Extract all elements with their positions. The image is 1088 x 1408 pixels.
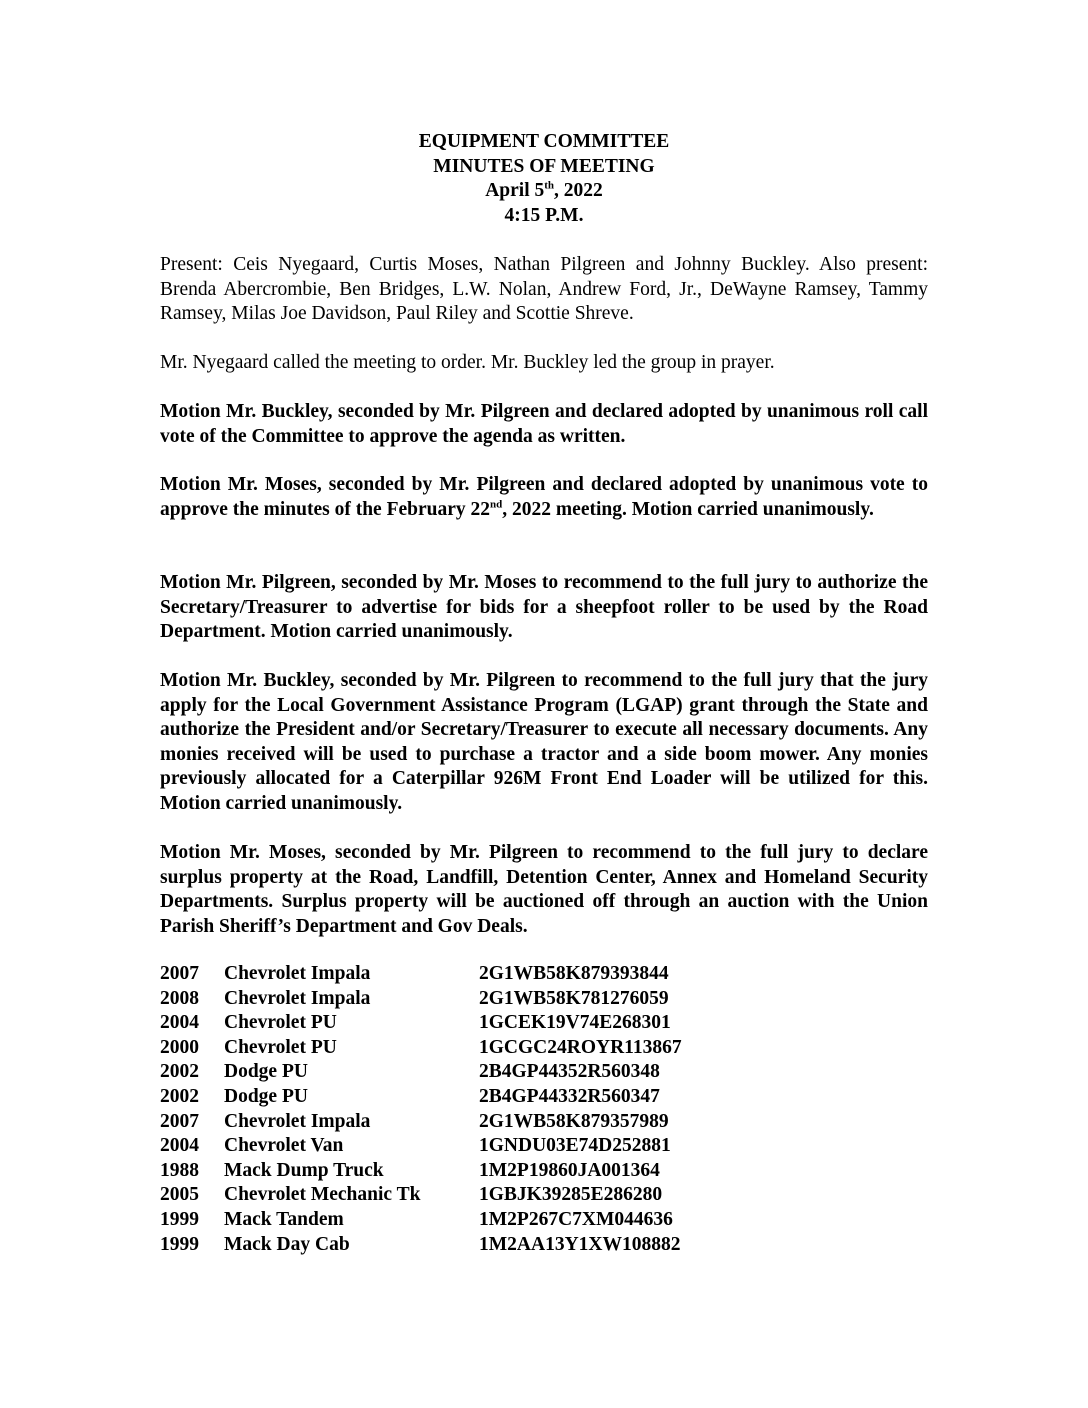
call-to-order-paragraph: Mr. Nyegaard called the meeting to order. Mr. Buckley led the group in prayer. [160,352,775,373]
meeting-date-ordinal: th [544,179,555,192]
meeting-date [160,179,928,204]
motion-sheepfoot-roller: Motion Mr. Pilgreen, seconded by Mr. Moses to recommend to the full jury to authorize the Secretary/Treasurer to advertise for bids for a sheepfoot roller to be used by the Road Department. Motion carried unanimously. [160,572,928,642]
vehicle-year: 2004 [160,1012,199,1034]
motion-approve-minutes-text: Motion Mr. Moses, seconded by Mr. Pilgreen and declared adopted by unanimous vote to approve the minutes of the February 22 [160,474,928,520]
vehicle-year: 1999 [160,1208,199,1230]
vehicle-description: Chevrolet Impala [224,987,371,1009]
vehicle-description: Mack Day Cab [224,1233,350,1255]
vehicle-row [160,962,682,987]
vehicle-year: 2002 [160,1085,199,1107]
vehicle-row [160,1036,682,1061]
surplus-vehicle-list [160,962,682,1257]
vehicle-description: Dodge PU [224,1085,308,1107]
motion-approve-agenda: Motion Mr. Buckley, seconded by Mr. Pilgreen and declared adopted by unanimous roll call vote of the Committee to approve the agenda as written. [160,401,928,447]
vehicle-description: Chevrolet PU [224,1036,337,1058]
minutes-header [160,130,928,228]
motion-lgap-grant: Motion Mr. Buckley, seconded by Mr. Pilgreen to recommend to the full jury that the jury apply for the Local Government Assistance Program (LGAP) grant through the State and authorize the President and/or Secretary/Treasurer to execute all necessary documents. Any monies received will be used to purchase a tractor and a side boom mower. Any monies previously allocated for a Caterpillar 926M Front End Loader will be utilized for this. Motion carried unanimously. [160,670,928,814]
vehicle-vin: 1GCEK19V74E268301 [479,1012,671,1034]
meeting-time: 4:15 P.M. [504,204,584,226]
surplus-vehicle-table [160,962,682,1257]
vehicle-vin: 1GBJK39285E286280 [479,1184,663,1206]
vehicle-description: Chevrolet Van [224,1135,344,1157]
vehicle-row [160,1183,682,1208]
vehicle-description: Chevrolet Mechanic Tk [224,1184,421,1206]
vehicle-year: 1988 [160,1159,199,1181]
vehicle-row [160,1208,682,1233]
vehicle-vin: 2B4GP44332R560347 [479,1085,660,1107]
vehicle-vin: 1M2P19860JA001364 [479,1159,660,1181]
motion-approve-minutes-text-end: , 2022 meeting. Motion carried unanimously. [502,498,874,520]
vehicle-row [160,1134,682,1159]
vehicle-row [160,1060,682,1085]
vehicle-vin: 2G1WB58K781276059 [479,987,669,1009]
vehicle-year: 2000 [160,1036,199,1058]
vehicle-year: 2004 [160,1135,199,1157]
motion-approve-minutes [160,473,928,522]
vehicle-row [160,987,682,1012]
meeting-date-year: , 2022 [554,180,603,201]
vehicle-year: 2005 [160,1184,199,1206]
vehicle-vin: 1GCGC24ROYR113867 [479,1036,682,1058]
vehicle-year: 2008 [160,987,199,1009]
vehicle-row [160,1085,682,1110]
vehicle-row [160,1159,682,1184]
vehicle-vin: 1M2AA13Y1XW108882 [479,1233,681,1255]
vehicle-year: 2007 [160,1110,199,1132]
vehicle-vin: 2B4GP44352R560348 [479,1061,660,1083]
vehicle-row [160,1110,682,1135]
vehicle-description: Dodge PU [224,1061,308,1083]
vehicle-row [160,1233,682,1258]
meeting-date-text: April 5 [485,180,545,201]
vehicle-description: Mack Tandem [224,1208,344,1230]
vehicle-year: 2002 [160,1061,199,1083]
vehicle-year: 1999 [160,1233,199,1255]
committee-title: EQUIPMENT COMMITTEE [418,131,670,152]
vehicle-vin: 1GNDU03E74D252881 [479,1135,671,1157]
vehicle-row [160,1011,682,1036]
vehicle-description: Chevrolet Impala [224,1110,371,1132]
vehicle-vin: 2G1WB58K879357989 [479,1110,669,1132]
motion-approve-minutes-ordinal: nd [490,498,503,510]
minutes-title: MINUTES OF MEETING [433,155,655,177]
vehicle-vin: 2G1WB58K879393844 [479,963,669,984]
vehicle-description: Chevrolet Impala [224,963,371,984]
vehicle-description: Chevrolet PU [224,1012,337,1034]
vehicle-vin: 1M2P267C7XM044636 [479,1208,673,1230]
motion-surplus-property: Motion Mr. Moses, seconded by Mr. Pilgreen to recommend to the full jury to declare surplus property at the Road, Landfill, Detention Center, Annex and Homeland Security Departments. Surplus property will be auctioned off through an auction with the Union Parish Sheriff’s Department and Gov Deals. [160,842,928,937]
vehicle-description: Mack Dump Truck [224,1159,384,1181]
attendance-paragraph: Present: Ceis Nyegaard, Curtis Moses, Nathan Pilgreen and Johnny Buckley. Also present: Brenda Abercrombie, Ben Bridges, L.W. Nolan, Andrew Ford, Jr., DeWayne Ramsey, Tammy Ramsey, Milas Joe Davidson, Paul Riley and Scottie Shreve. [160,254,928,324]
vehicle-year: 2007 [160,963,199,984]
